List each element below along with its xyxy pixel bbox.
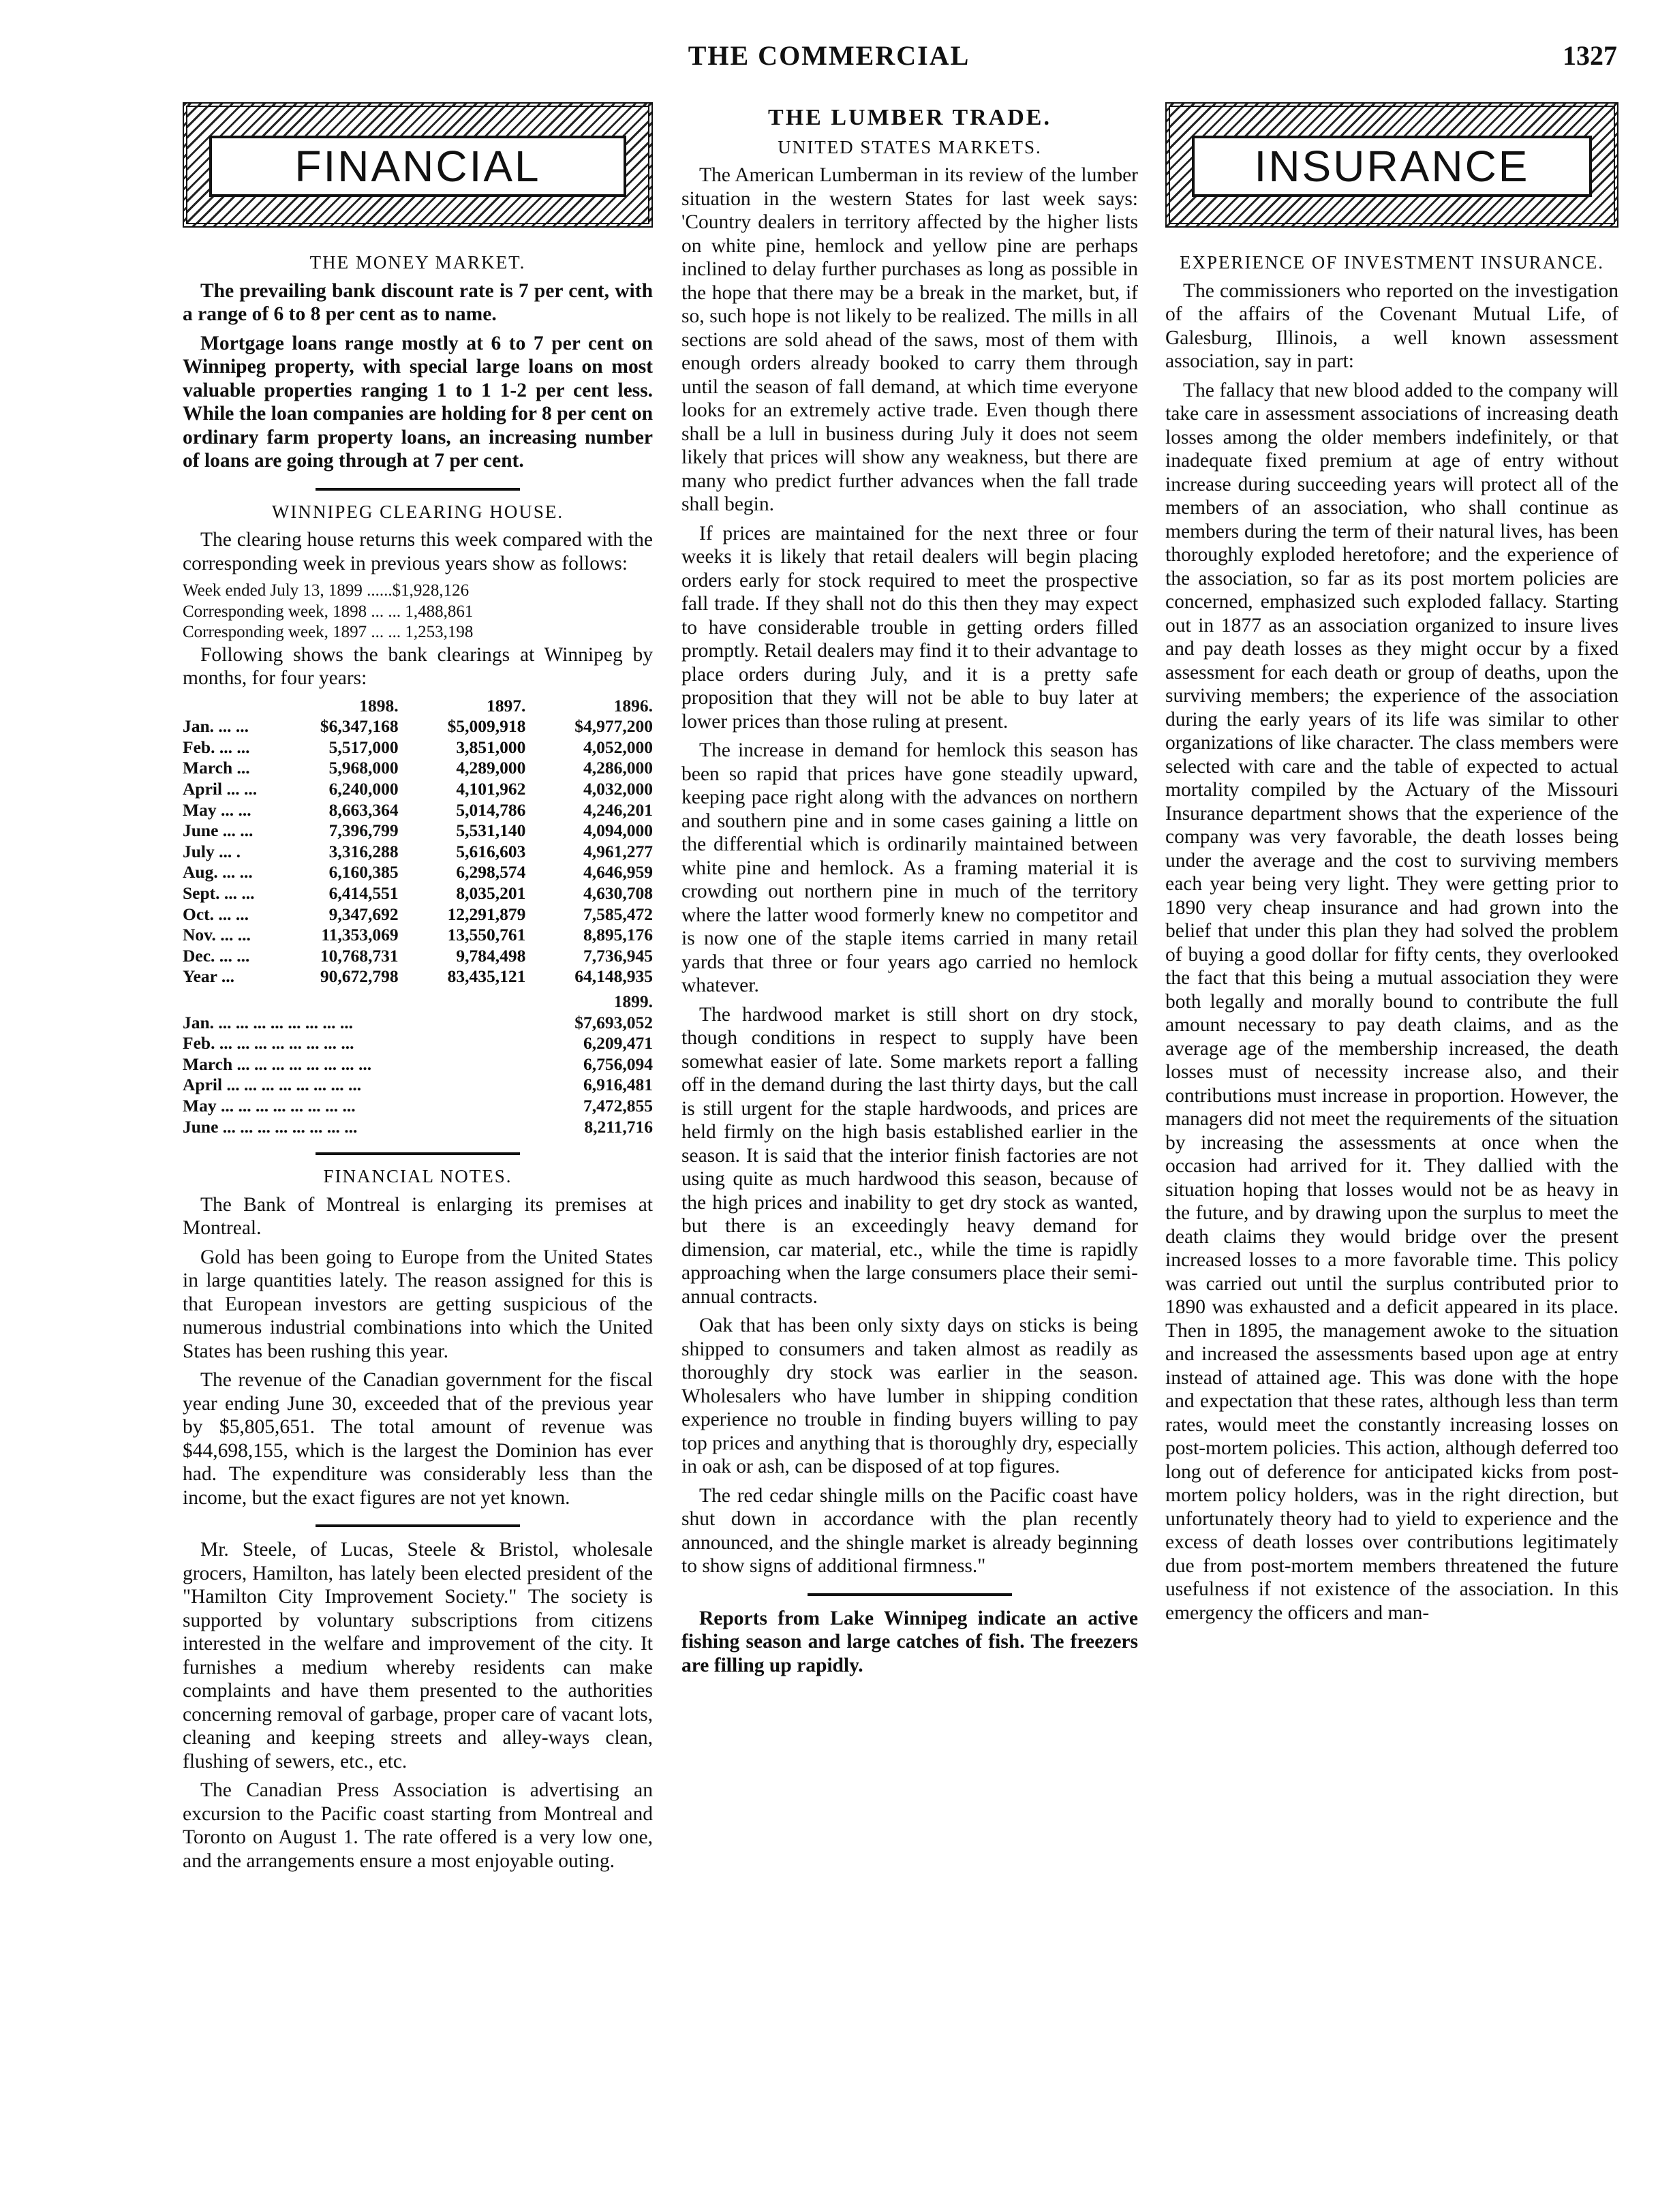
value-cell: 4,630,708 xyxy=(583,883,653,903)
month-cell: March ... ... ... ... ... ... ... ... xyxy=(183,1054,372,1074)
month-cell: Year ... xyxy=(183,966,235,987)
table-row xyxy=(183,946,653,967)
weekly-clearings xyxy=(183,581,653,643)
financial-banner-label: FINANCIAL xyxy=(209,136,626,197)
month-cell: Nov. ... ... xyxy=(183,925,251,945)
lumber-paragraph: Oak that has been only sixty days on sticks is being shipped to consumers and taken almost as readily as thoroughly dry stock was earlier in the season. Wholesalers who have lumber in shipping condition experience no trouble in finding buyers willing to pay top prices and anything that is thoroughly dry, especially in oak or ash, can be disposed of at top figures. xyxy=(681,1315,1138,1478)
value-cell: 6,298,574 xyxy=(456,862,526,882)
table-row xyxy=(183,1054,653,1075)
clearing-house-heading: WINNIPEG CLEARING HOUSE. xyxy=(271,501,564,522)
month-cell: Jan. ... ... xyxy=(183,716,249,737)
lumber-paragraph: If prices are maintained for the next three or four weeks it is likely that retail dealers will begin placing orders early for stock required to meet the prospective fall trade. If they shall not do this then they may expect to have considerable trouble in getting orders filled promptly. Retail dealers may find it to their advantage to place orders during July, and it is a pretty safe proposition that they will not be able to buy later at lower prices than those ruling at present. xyxy=(681,522,1138,733)
value-cell: 5,014,786 xyxy=(456,799,526,820)
year-header: 1898. xyxy=(359,695,399,716)
value-cell: 4,101,962 xyxy=(456,779,526,799)
financial-column xyxy=(183,102,653,1878)
month-cell: May ... ... xyxy=(183,799,251,820)
month-cell: Oct. ... ... xyxy=(183,904,249,924)
insurance-banner xyxy=(1165,102,1618,228)
value-cell: 3,851,000 xyxy=(456,737,526,757)
value-cell: 13,550,761 xyxy=(447,925,526,945)
month-cell: Feb. ... ... ... ... ... ... ... ... xyxy=(183,1033,354,1054)
weekly-line: Corresponding week, 1897 ... ... 1,253,198 xyxy=(183,623,474,642)
value-cell: 64,148,935 xyxy=(574,966,653,987)
table-row xyxy=(183,862,653,883)
month-cell: June ... ... ... ... ... ... ... ... xyxy=(183,1116,358,1137)
table-row xyxy=(183,925,653,946)
value-cell: 10,768,731 xyxy=(320,945,399,966)
monthly-clearings-table xyxy=(183,696,653,987)
table-row xyxy=(183,716,653,737)
value-cell: 8,895,176 xyxy=(583,925,653,945)
table-row xyxy=(183,1033,653,1054)
section-divider xyxy=(316,1524,520,1527)
weekly-line: Corresponding week, 1898 ... ... 1,488,861 xyxy=(183,602,474,621)
value-cell: $6,347,168 xyxy=(320,716,399,737)
weekly-line: Week ended July 13, 1899 ......$1,928,126 xyxy=(183,581,470,600)
lumber-column xyxy=(681,99,1138,1683)
value-cell: 83,435,121 xyxy=(447,966,526,987)
value-cell: 7,472,855 xyxy=(583,1095,653,1116)
value-cell: 5,968,000 xyxy=(328,758,399,778)
value-cell: 8,211,716 xyxy=(584,1116,653,1137)
month-cell: Aug. ... ... xyxy=(183,862,253,882)
month-cell: May ... ... ... ... ... ... ... ... xyxy=(183,1095,356,1116)
value-cell: 90,672,798 xyxy=(320,966,399,987)
value-cell: 4,289,000 xyxy=(456,758,526,778)
month-cell: Jan. ... ... ... ... ... ... ... ... xyxy=(183,1012,354,1032)
value-cell: 12,291,879 xyxy=(447,904,526,924)
month-cell: July ... . xyxy=(183,841,241,861)
month-cell: March ... xyxy=(183,758,250,778)
table-row xyxy=(183,966,653,987)
table-row xyxy=(183,883,653,904)
table-row xyxy=(183,1117,653,1138)
section-divider xyxy=(808,1593,1012,1596)
table-header-row xyxy=(183,992,653,1013)
financial-note: The Bank of Montreal is enlarging its premises at Montreal. xyxy=(183,1193,653,1240)
lumber-heading: THE LUMBER TRADE. xyxy=(768,105,1051,130)
table-header-row xyxy=(183,696,653,717)
clearing-intro: The clearing house returns this week compared with the corresponding week in previous years show as follows: xyxy=(183,529,653,574)
value-cell: $4,977,200 xyxy=(574,716,653,737)
financial-note: Gold has been going to Europe from the United States in large quantities lately. The reason assigned for this is that European investors are getting suspicious of the numerous industrial combinations into which the United States has been rushing this year. xyxy=(183,1246,653,1362)
value-cell: 4,246,201 xyxy=(583,799,653,820)
value-cell: 4,961,277 xyxy=(583,841,653,861)
value-cell: 9,347,692 xyxy=(328,904,399,924)
lumber-paragraph: The red cedar shingle mills on the Pacific coast have shut down in accordance with the plan recently announced, and the shingle market is already beginning to show signs of additional firmness." xyxy=(681,1484,1138,1578)
table-row xyxy=(183,904,653,925)
running-title: THE COMMERCIAL xyxy=(688,40,970,71)
value-cell: 5,517,000 xyxy=(328,737,399,757)
value-cell: 6,916,481 xyxy=(583,1075,653,1095)
month-cell: Sept. ... ... xyxy=(183,883,255,903)
value-cell: 9,784,498 xyxy=(456,945,526,966)
monthly-body xyxy=(183,716,653,987)
lumber-subheading: UNITED STATES MARKETS. xyxy=(778,136,1042,157)
insurance-column xyxy=(1165,102,1618,1630)
value-cell: 6,160,385 xyxy=(328,862,399,882)
money-market-heading: THE MONEY MARKET. xyxy=(309,252,526,273)
financial-notes-heading: FINANCIAL NOTES. xyxy=(323,1166,512,1187)
value-cell: 7,396,799 xyxy=(328,820,399,841)
value-cell: 4,052,000 xyxy=(583,737,653,757)
value-cell: 4,286,000 xyxy=(583,758,653,778)
month-cell: April ... ... xyxy=(183,779,258,799)
section-divider xyxy=(316,488,520,491)
month-cell: Feb. ... ... xyxy=(183,737,250,757)
body-1899 xyxy=(183,1013,653,1138)
table-row xyxy=(183,737,653,758)
financial-note: The revenue of the Canadian government for the fiscal year ending June 30, exceeded that of the previous year by $5,805,651. The total amount of revenue was $44,698,155, which is the largest the Dominion has ever had. The expenditure was considerably less than the income, but the exact figures are not yet known. xyxy=(183,1369,653,1509)
table-row xyxy=(183,1013,653,1034)
value-cell: 7,736,945 xyxy=(583,945,653,966)
money-market-paragraph: The prevailing bank discount rate is 7 per cent, with a range of 6 to 8 per cent as to name. xyxy=(183,279,653,326)
table-row xyxy=(183,779,653,800)
financial-banner xyxy=(183,102,653,228)
section-divider xyxy=(316,1152,520,1155)
value-cell: $5,009,918 xyxy=(447,716,526,737)
clearings-1899-table xyxy=(183,992,653,1137)
value-cell: 3,316,288 xyxy=(328,841,399,861)
value-cell: 11,353,069 xyxy=(321,925,399,945)
month-cell: Dec. ... ... xyxy=(183,945,250,966)
misc-note: Mr. Steele, of Lucas, Steele & Bristol, wholesale grocers, Hamilton, has lately been elected president of the "Hamilton City Improvement Society." The society is supported by voluntary subscriptions from citizens interested in the welfare and improvement of the city. It furnishes a medium whereby residents can make complaints and have them presented to the authorities concerning removal of garbage, proper care of vacant lots, cleaning and keeping streets and alley-ways clean, flushing of sewers, etc., etc. xyxy=(183,1539,653,1772)
lumber-paragraph: The hardwood market is still short on dry stock, though conditions in respect to supply have been somewhat easier of late. Some markets report a falling off in the demand during the last thirty days, but the call is still urgent for the staple hardwoods, and prices are held firmly on the high basis established earlier in the season. It is said that the interior finish factories are not using quite as much hardwood this season, because of the high prices and inability to get dry stock as wanted, but there is an exceedingly heavy demand for dimension, car material, etc., while the time is rapidly approaching when the large consumers place their semi-annual contracts. xyxy=(681,1003,1138,1308)
fish-note: Reports from Lake Winnipeg indicate an active fishing season and large catches of fish. The freezers are filling up rapidly. xyxy=(681,1607,1138,1676)
value-cell: 5,531,140 xyxy=(456,820,526,841)
insurance-banner-label: INSURANCE xyxy=(1192,136,1592,197)
table-row xyxy=(183,842,653,863)
value-cell: 4,646,959 xyxy=(583,862,653,882)
year-header: 1899. xyxy=(613,991,653,1011)
month-cell: June ... ... xyxy=(183,820,254,841)
page-header xyxy=(0,40,1658,80)
value-cell: 4,032,000 xyxy=(583,779,653,799)
insurance-paragraph: The commissioners who reported on the investigation of the affairs of the Covenant Mutual Life, of Galesburg, Illinois, a well known assessment association, say in part: xyxy=(1165,279,1618,373)
monthly-intro: Following shows the bank clearings at Winnipeg by months, for four years: xyxy=(183,643,653,690)
table-row xyxy=(183,1096,653,1117)
value-cell: 8,663,364 xyxy=(328,799,399,820)
table-row xyxy=(183,1075,653,1096)
value-cell: 6,414,551 xyxy=(328,883,399,903)
table-row xyxy=(183,758,653,779)
money-market-paragraph: Mortgage loans range mostly at 6 to 7 per cent on Winnipeg property, with special large loans on most valuable properties ranging 1 to 1 1-2 per cent less. While the loan companies are holding for 8 per cent on ordinary farm property loans, an increasing number of loans are going through at 7 per cent. xyxy=(183,332,653,472)
value-cell: 4,094,000 xyxy=(583,820,653,841)
value-cell: 5,616,603 xyxy=(456,841,526,861)
value-cell: $7,693,052 xyxy=(574,1012,653,1032)
value-cell: 8,035,201 xyxy=(456,883,526,903)
lumber-paragraph: The increase in demand for hemlock this season has been so rapid that prices have gone steadily upward, keeping pace right along with the advances on northern and southern pine and in some cases gaining a little on the differential which is ordinarily maintained between white pine and hemlock. As a framing material it is crowding out northern pine in much of the territory where the latter wood formerly knew no competitor and is now one of the staple items carried in many retail yards that three or four years ago carried no hemlock whatever. xyxy=(681,739,1138,997)
misc-note: The Canadian Press Association is advertising an excursion to the Pacific coast starting from Montreal and Toronto on August 1. The rate offered is a very low one, and the arrangements ensure a most enjoyable outing. xyxy=(183,1779,653,1872)
insurance-heading: EXPERIENCE OF INVESTMENT INSURANCE. xyxy=(1179,252,1604,273)
value-cell: 7,585,472 xyxy=(583,904,653,924)
table-row xyxy=(183,800,653,821)
table-row xyxy=(183,820,653,842)
year-header: 1897. xyxy=(486,695,526,716)
year-header: 1896. xyxy=(613,695,653,716)
month-cell: April ... ... ... ... ... ... ... ... xyxy=(183,1075,362,1095)
value-cell: 6,756,094 xyxy=(583,1054,653,1074)
insurance-paragraph: The fallacy that new blood added to the company will take care in assessment associations of increasing death losses among the older members indefinitely, or that inadequate fixed premium at age of entry without increase during succeeding years will protect all of the members of an association, who shall continue as members during the term of their natural lives, has been thoroughly exploded heretofore; and the experience of the association, so far as its post mortem policies are concerned, emphasized such exploded fallacy. Starting out in 1877 as an association organized to insure lives and pay death losses as they might occur by a fixed assessment for each death or group of deaths, upon the surviving members; the experience of the association during the early years of its life was similar to other organizations of like character. The class members were selected with care and the table of expected to actual mortality compiled by the Actuary of the Missouri Insurance department shows that the experience of the company was very favorable, the death losses being under the average and the cost to surviving members each year being very light. They were getting prior to 1890 very cheap insurance and had grown into the belief that under this plan they had solved the problem of buying a good dollar for fifty cents, they overlooked the fact that this being a mutual association they were both legally and morally bound to contribute the full amount necessary to pay death claims, and as the average age of the membership increased, the death losses must of necessity increase also, and their contributions must increase in proportion. However, the managers did not meet the requirements of the situation by increasing the assessments at once when the occasion had arrived for it. They dallied with the situation hoping that losses would not be as heavy in the future, and by drawing upon the surplus to meet the death claims they would bridge over the present increased losses to a more favorable time. This policy was carried out until the surplus contributed prior to 1890 was exhausted and a deficit appeared in its place. Then in 1895, the management awoke to the situation and increased the assessments based upon age at entry instead of attained age. This was done with the hope and expectation that these rates, although less than term rates, would meet the constantly increasing losses on post-mortem policies. This action, although deferred too long out of deference for anticipated kicks from post-mortem policy holders, was in the right direction, but unfortunately theory had to yield to experience and the excess of death losses over contributions legitimately due from post-mortem members threatened the future usefulness if not existence of the association. In this emergency the officers and man- xyxy=(1165,379,1618,1624)
lumber-paragraph: The American Lumberman in its review of the lumber situation in the western States for last week says: 'Country dealers in territory affected by the higher lists on white pine, hemlock and yellow pine are perhaps inclined to delay further purchases as long as possible in the hope that there may be a break in the market, but, if so, such hope is not likely to be realized. The mills in all sections are sold ahead of the saws, most of them with enough orders already booked to carry them through until the season of fall demand, at which time everyone looks for an extremely active trade. Even though there shall be a lull in business during July it does not seem likely that prices will show any weakness, but there are many who predict further advances when the fall trade shall begin. xyxy=(681,164,1138,516)
page-number: 1327 xyxy=(1563,40,1617,71)
value-cell: 6,209,471 xyxy=(583,1033,653,1054)
value-cell: 6,240,000 xyxy=(328,779,399,799)
